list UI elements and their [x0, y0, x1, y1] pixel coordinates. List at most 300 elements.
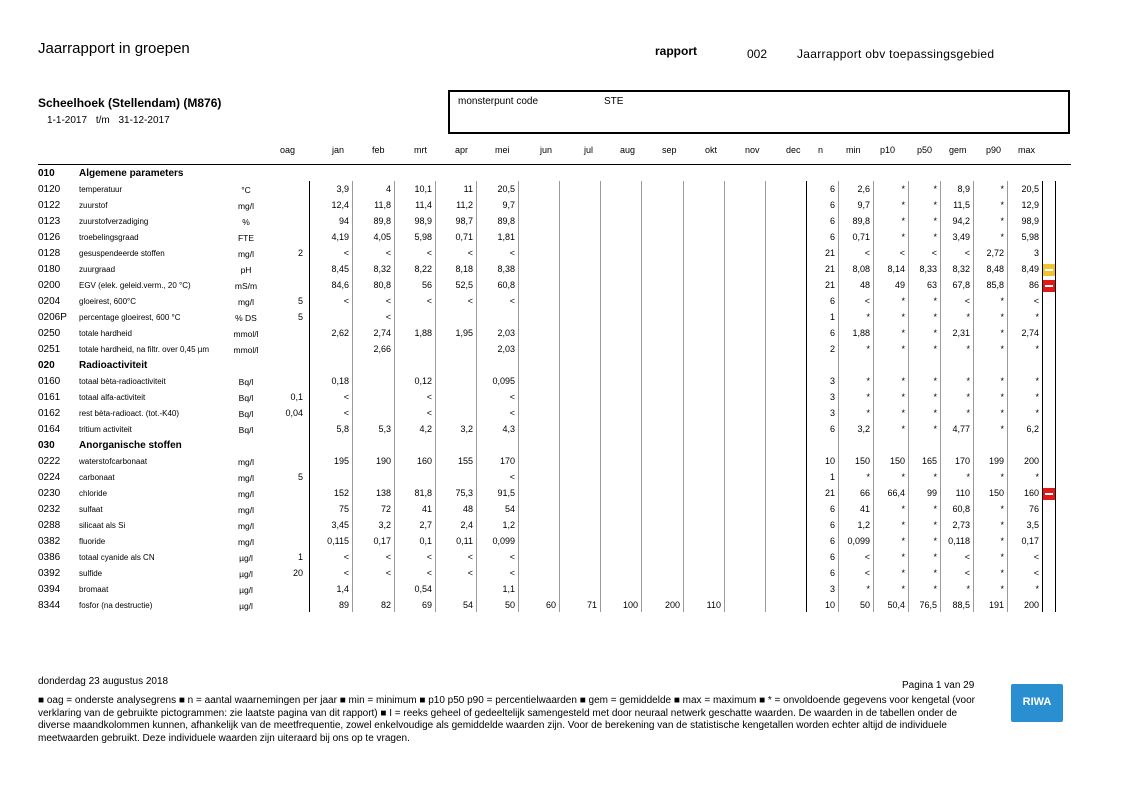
parameter-name: sulfide [79, 569, 103, 578]
cell-month: < [509, 568, 515, 578]
cell-max: * [1035, 472, 1039, 482]
cell-p50: * [933, 584, 937, 594]
cell-n: 10 [824, 600, 835, 610]
parameter-unit: mg/l [237, 505, 255, 515]
cell-p90: 199 [988, 456, 1004, 466]
parameter-unit: mg/l [237, 521, 255, 531]
cell-month: 1,4 [336, 584, 349, 594]
status-indicator-icon [1043, 424, 1055, 436]
cell-p90: * [1000, 392, 1004, 402]
parameter-name: percentage gloeirest, 600 °C [79, 313, 181, 322]
parameter-code: 0160 [38, 376, 61, 387]
table-row [0, 582, 1123, 598]
cell-p50: * [933, 392, 937, 402]
status-indicator-icon [1043, 248, 1055, 260]
cell-n: 6 [829, 216, 835, 226]
cell-n: 3 [829, 392, 835, 402]
parameter-name: Algemene parameters [79, 168, 184, 179]
col-header-jul: jul [584, 145, 594, 155]
col-header-oag: oag [280, 145, 296, 155]
status-indicator-icon [1043, 536, 1055, 548]
table-row [0, 598, 1123, 614]
cell-min: * [866, 344, 870, 354]
cell-min: < [864, 248, 870, 258]
table-row [0, 262, 1123, 278]
cell-month: < [426, 568, 432, 578]
cell-p90: * [1000, 536, 1004, 546]
cell-month: < [509, 408, 515, 418]
parameter-code: 0126 [38, 232, 61, 243]
parameter-code: 020 [38, 360, 55, 371]
cell-max: 6,2 [1026, 424, 1039, 434]
col-header-n: n [818, 145, 824, 155]
cell-gem: 170 [954, 456, 970, 466]
cell-p50: 99 [926, 488, 937, 498]
status-indicator-icon [1043, 472, 1055, 484]
cell-p10: 150 [889, 456, 905, 466]
date-range [47, 115, 176, 126]
parameter-name: Anorganische stoffen [79, 440, 182, 451]
parameter-code: 0162 [38, 408, 61, 419]
rapport-number: 002 [747, 47, 768, 61]
table-row [0, 230, 1123, 246]
cell-p10: * [901, 504, 905, 514]
cell-n: 6 [829, 504, 835, 514]
cell-n: 6 [829, 424, 835, 434]
cell-month: < [343, 568, 349, 578]
cell-month: < [509, 552, 515, 562]
cell-month: 0,1 [419, 536, 432, 546]
cell-n: 21 [824, 264, 835, 274]
cell-p50: * [933, 568, 937, 578]
cell-p50: * [933, 520, 937, 530]
status-indicator-icon [1043, 392, 1055, 404]
cell-n: 10 [824, 456, 835, 466]
cell-month: 89,8 [373, 216, 391, 226]
cell-month: 2,03 [497, 328, 515, 338]
monsterpunt-label: monsterpunt code [458, 96, 539, 107]
col-header-feb: feb [372, 145, 385, 155]
cell-month: < [426, 552, 432, 562]
cell-month: < [426, 248, 432, 258]
cell-p90: * [1000, 376, 1004, 386]
cell-month: 4,19 [331, 232, 349, 242]
cell-month: 11,4 [415, 200, 432, 210]
parameter-name: troebelingsgraad [79, 233, 139, 242]
station-name: Scheelhoek (Stellendam) (M876) [38, 96, 222, 110]
cell-max: 3,5 [1026, 520, 1039, 530]
cell-month: < [343, 248, 349, 258]
parameter-unit: mS/m [234, 281, 258, 291]
status-indicator-icon [1043, 328, 1055, 340]
cell-p90: * [1000, 520, 1004, 530]
cell-month: 84,6 [331, 280, 349, 290]
status-indicator-icon [1043, 312, 1055, 324]
cell-gem: 88,5 [952, 600, 970, 610]
table-row [0, 326, 1123, 342]
parameter-code: 0120 [38, 184, 61, 195]
cell-p10: * [901, 184, 905, 194]
cell-gem: 60,8 [952, 504, 970, 514]
cell-p50: * [933, 408, 937, 418]
cell-gem: 94,2 [952, 216, 970, 226]
cell-month: 160 [416, 456, 432, 466]
cell-p90: * [1000, 408, 1004, 418]
cell-month: 60,8 [497, 280, 515, 290]
cell-gem: * [966, 344, 970, 354]
cell-month: 0,095 [492, 376, 515, 386]
parameter-name: chloride [79, 489, 108, 498]
table-row [0, 422, 1123, 438]
cell-month: < [343, 296, 349, 306]
cell-p50: 63 [926, 280, 937, 290]
cell-max: < [1033, 552, 1039, 562]
cell-p50: * [933, 472, 937, 482]
parameter-unit: µg/l [239, 601, 253, 611]
parameter-code: 0392 [38, 568, 61, 579]
report-title: Jaarrapport in groepen [38, 40, 190, 57]
cell-month: 48 [462, 504, 473, 514]
cell-p50: < [931, 248, 937, 258]
cell-month: < [467, 248, 473, 258]
cell-month: 3,2 [460, 424, 473, 434]
table-row [0, 198, 1123, 214]
parameter-name: totaal bèta-radioactiviteit [79, 377, 166, 386]
cell-n: 21 [824, 248, 835, 258]
cell-p10: * [901, 392, 905, 402]
cell-month: < [426, 296, 432, 306]
col-header-max: max [1018, 145, 1036, 155]
cell-month: 2,74 [373, 328, 391, 338]
cell-p90: * [1000, 216, 1004, 226]
cell-min: 1,88 [852, 328, 870, 338]
parameter-code: 0200 [38, 280, 61, 291]
cell-month: 98,7 [455, 216, 473, 226]
cell-gem: 110 [955, 488, 970, 498]
cell-month: 100 [622, 600, 638, 610]
cell-month: 0,71 [455, 232, 473, 242]
cell-gem: * [966, 408, 970, 418]
indicator-bar [1045, 493, 1053, 495]
cell-p10: 66,4 [887, 488, 905, 498]
cell-p10: * [901, 376, 905, 386]
cell-month: 0,17 [373, 536, 391, 546]
parameter-code: 0164 [38, 424, 61, 435]
cell-p10: * [901, 568, 905, 578]
cell-month: 12,4 [331, 200, 349, 210]
cell-p50: * [933, 344, 937, 354]
cell-oag: 2 [297, 248, 303, 258]
status-indicator-icon [1043, 376, 1055, 388]
cell-month: 71 [586, 600, 597, 610]
status-indicator-icon [1043, 296, 1055, 308]
parameter-name: zuurgraad [79, 265, 116, 274]
parameter-code: 030 [38, 440, 55, 451]
parameter-name: totaal cyanide als CN [79, 553, 155, 562]
parameter-unit: mmol/l [233, 329, 259, 339]
cell-p10: * [901, 520, 905, 530]
cell-month: 50 [504, 600, 515, 610]
cell-n: 6 [829, 536, 835, 546]
table-row [0, 566, 1123, 582]
col-header-mrt: mrt [414, 145, 427, 155]
group-row [0, 438, 1123, 454]
cell-p90: 2,72 [986, 248, 1004, 258]
col-header-jan: jan [332, 145, 345, 155]
cell-max: 76 [1028, 504, 1039, 514]
cell-n: 6 [829, 232, 835, 242]
col-header-aug: aug [620, 145, 636, 155]
table-row [0, 550, 1123, 566]
cell-month: < [385, 552, 391, 562]
col-header-apr: apr [455, 145, 469, 155]
cell-p10: 49 [894, 280, 905, 290]
table-row [0, 278, 1123, 294]
cell-month: 52,5 [455, 280, 473, 290]
status-indicator-icon [1043, 456, 1055, 468]
table-row [0, 310, 1123, 326]
legend-text: ■ oag = onderste analysegrens ■ n = aantal waarnemingen per jaar ■ min = minimum ■ p10 p50 p90 = percentielwaarden ■ gem = gemiddelde ■ max = maximum ■ * = onvoldoende gegevens voor kengetal (voor verklaring van de gebruikte pictogrammen: zie laatste pagina van dit rapport) ■ I = reeks geheel of gedeeltelijk samengesteld met door neuraal netwerk geschatte waarden. De waarden in de tabellen onder de diverse maandkolommen kunnen, afhankelijk van de meetfrequentie, zowel enkelvoudige als gemiddelde waarden zijn. Voor de berekening van de statistische kengetallen worden echter altijd de individuele meetwaarden gebruikt. Deze individuele waarden zijn uiteraard bij ons op te vragen. [38, 695, 975, 744]
cell-month: 75 [338, 504, 349, 514]
status-indicator-icon [1043, 600, 1055, 612]
cell-gem: 4,77 [952, 424, 970, 434]
status-indicator-icon [1043, 264, 1055, 276]
cell-month: 8,32 [373, 264, 391, 274]
col-header-sep: sep [662, 145, 677, 155]
cell-p50: 8,33 [919, 264, 937, 274]
group-row [0, 166, 1123, 182]
cell-month: 0,18 [331, 376, 349, 386]
cell-month: < [509, 248, 515, 258]
table-row [0, 534, 1123, 550]
parameter-code: 0232 [38, 504, 61, 515]
parameter-unit: °C [241, 185, 251, 195]
parameter-name: temperatuur [79, 185, 123, 194]
indicator-bar [1045, 285, 1053, 287]
cell-month: 5,8 [336, 424, 349, 434]
cell-month: 2,66 [373, 344, 391, 354]
col-header-mei: mei [495, 145, 510, 155]
parameter-unit: mg/l [237, 457, 255, 467]
parameter-name: fluoride [79, 537, 106, 546]
parameter-name: totale hardheid, na filtr. over 0,45 µm [79, 345, 210, 354]
cell-max: * [1035, 584, 1039, 594]
rapport-description: Jaarrapport obv toepassingsgebied [797, 47, 995, 61]
cell-n: 6 [829, 200, 835, 210]
parameter-unit: mg/l [237, 537, 255, 547]
table-row [0, 454, 1123, 470]
cell-month: < [385, 296, 391, 306]
cell-month: < [385, 568, 391, 578]
cell-month: 69 [421, 600, 432, 610]
cell-min: * [866, 584, 870, 594]
cell-month: 1,88 [414, 328, 432, 338]
cell-month: 155 [457, 456, 473, 466]
monsterpunt-box [448, 90, 1070, 134]
cell-month: 54 [462, 600, 473, 610]
cell-month: < [343, 552, 349, 562]
cell-p50: * [933, 216, 937, 226]
cell-min: 41 [859, 504, 870, 514]
table-row [0, 518, 1123, 534]
parameter-code: 0386 [38, 552, 61, 563]
cell-max: 8,49 [1021, 264, 1039, 274]
cell-month: 0,11 [456, 536, 473, 546]
parameter-code: 0180 [38, 264, 61, 275]
parameter-unit: pH [240, 265, 252, 275]
parameter-unit: Bq/l [238, 393, 254, 403]
cell-month: 3,2 [378, 520, 391, 530]
col-header-jun: jun [540, 145, 553, 155]
cell-max: * [1035, 376, 1039, 386]
cell-p10: * [901, 584, 905, 594]
parameter-code: 0222 [38, 456, 61, 467]
cell-month: 4,2 [419, 424, 432, 434]
cell-month: 1,95 [455, 328, 473, 338]
cell-p90: * [1000, 552, 1004, 562]
parameter-unit: mmol/l [233, 345, 259, 355]
cell-min: 0,71 [852, 232, 870, 242]
cell-oag: 0,04 [285, 408, 303, 418]
parameter-name: Radioactiviteit [79, 360, 148, 371]
cell-min: 0,099 [847, 536, 870, 546]
cell-max: 86 [1028, 280, 1039, 290]
cell-n: 21 [824, 488, 835, 498]
cell-month: < [467, 568, 473, 578]
parameter-name: gesuspendeerde stoffen [79, 249, 165, 258]
cell-max: 0,17 [1021, 536, 1039, 546]
cell-min: 1,2 [857, 520, 870, 530]
parameter-name: totaal alfa-activiteit [79, 393, 146, 402]
cell-month: 91,5 [497, 488, 515, 498]
cell-month: 80,8 [373, 280, 391, 290]
cell-month: 8,38 [497, 264, 515, 274]
table-row [0, 486, 1123, 502]
cell-p50: * [933, 200, 937, 210]
cell-month: 89,8 [497, 216, 515, 226]
cell-p10: * [901, 296, 905, 306]
cell-max: * [1035, 392, 1039, 402]
cell-oag: 0,1 [290, 392, 303, 402]
cell-max: 5,98 [1021, 232, 1039, 242]
parameter-unit: mg/l [237, 201, 255, 211]
cell-month: 94 [338, 216, 349, 226]
table-row [0, 502, 1123, 518]
cell-n: 3 [829, 376, 835, 386]
group-row [0, 358, 1123, 374]
cell-month: 0,12 [414, 376, 432, 386]
col-header-nov: nov [745, 145, 760, 155]
cell-p90: * [1000, 184, 1004, 194]
table-row [0, 342, 1123, 358]
cell-month: 11,8 [374, 200, 391, 210]
cell-month: 2,03 [497, 344, 515, 354]
cell-max: * [1035, 408, 1039, 418]
parameter-code: 0288 [38, 520, 61, 531]
cell-p10: 8,14 [887, 264, 905, 274]
cell-month: 11 [463, 184, 473, 194]
cell-max: 2,74 [1021, 328, 1039, 338]
cell-min: 8,08 [852, 264, 870, 274]
parameter-name: tritium activiteit [79, 425, 132, 434]
cell-n: 3 [829, 408, 835, 418]
cell-p90: 150 [988, 488, 1004, 498]
cell-p50: * [933, 232, 937, 242]
table-row [0, 214, 1123, 230]
cell-gem: 8,32 [952, 264, 970, 274]
status-indicator-icon [1043, 280, 1055, 292]
cell-gem: * [966, 392, 970, 402]
status-indicator-icon [1043, 504, 1055, 516]
cell-n: 6 [829, 552, 835, 562]
cell-n: 6 [829, 296, 835, 306]
cell-min: 48 [859, 280, 870, 290]
cell-oag: 5 [297, 296, 303, 306]
date-from: 1-1-2017 [47, 115, 88, 126]
cell-p50: * [933, 312, 937, 322]
cell-p10: * [901, 536, 905, 546]
cell-month: 75,3 [455, 488, 473, 498]
cell-gem: * [966, 584, 970, 594]
cell-month: 138 [375, 488, 391, 498]
parameter-name: zuurstof [79, 201, 108, 210]
cell-p50: * [933, 376, 937, 386]
cell-p10: * [901, 552, 905, 562]
cell-p90: 8,48 [986, 264, 1004, 274]
cell-gem: 2,73 [952, 520, 970, 530]
cell-p50: * [933, 328, 937, 338]
cell-month: 9,7 [502, 200, 515, 210]
cell-oag: 5 [297, 312, 303, 322]
cell-p90: * [1000, 472, 1004, 482]
table-row [0, 406, 1123, 422]
status-indicator-icon [1043, 568, 1055, 580]
table-row [0, 374, 1123, 390]
parameter-name: gloeirest, 600°C [79, 297, 137, 306]
cell-min: 150 [854, 456, 870, 466]
cell-p10: * [901, 232, 905, 242]
cell-gem: * [966, 376, 970, 386]
cell-p90: * [1000, 312, 1004, 322]
cell-month: 72 [380, 504, 391, 514]
cell-month: 2,4 [460, 520, 473, 530]
parameter-name: silicaat als Si [79, 521, 126, 530]
cell-min: * [866, 392, 870, 402]
cell-n: 6 [829, 184, 835, 194]
cell-p50: * [933, 424, 937, 434]
status-indicator-icon [1043, 184, 1055, 196]
cell-max: * [1035, 344, 1039, 354]
cell-p10: * [901, 472, 905, 482]
cell-month: 8,22 [414, 264, 432, 274]
cell-p10: * [901, 328, 905, 338]
parameter-name: EGV (elek. geleid.verm., 20 °C) [79, 281, 191, 290]
parameter-unit: mg/l [237, 489, 255, 499]
cell-month: 190 [375, 456, 391, 466]
cell-month: < [426, 408, 432, 418]
status-indicator-icon [1043, 488, 1055, 500]
cell-month: 2,62 [331, 328, 349, 338]
status-indicator-icon [1043, 216, 1055, 228]
parameter-code: 0394 [38, 584, 61, 595]
cell-min: 9,7 [857, 200, 870, 210]
cell-max: 200 [1023, 456, 1039, 466]
cell-max: 12,9 [1021, 200, 1039, 210]
cell-n: 6 [829, 568, 835, 578]
cell-n: 3 [829, 584, 835, 594]
cell-month: 0,115 [327, 536, 349, 546]
rapport-label: rapport [655, 44, 697, 58]
